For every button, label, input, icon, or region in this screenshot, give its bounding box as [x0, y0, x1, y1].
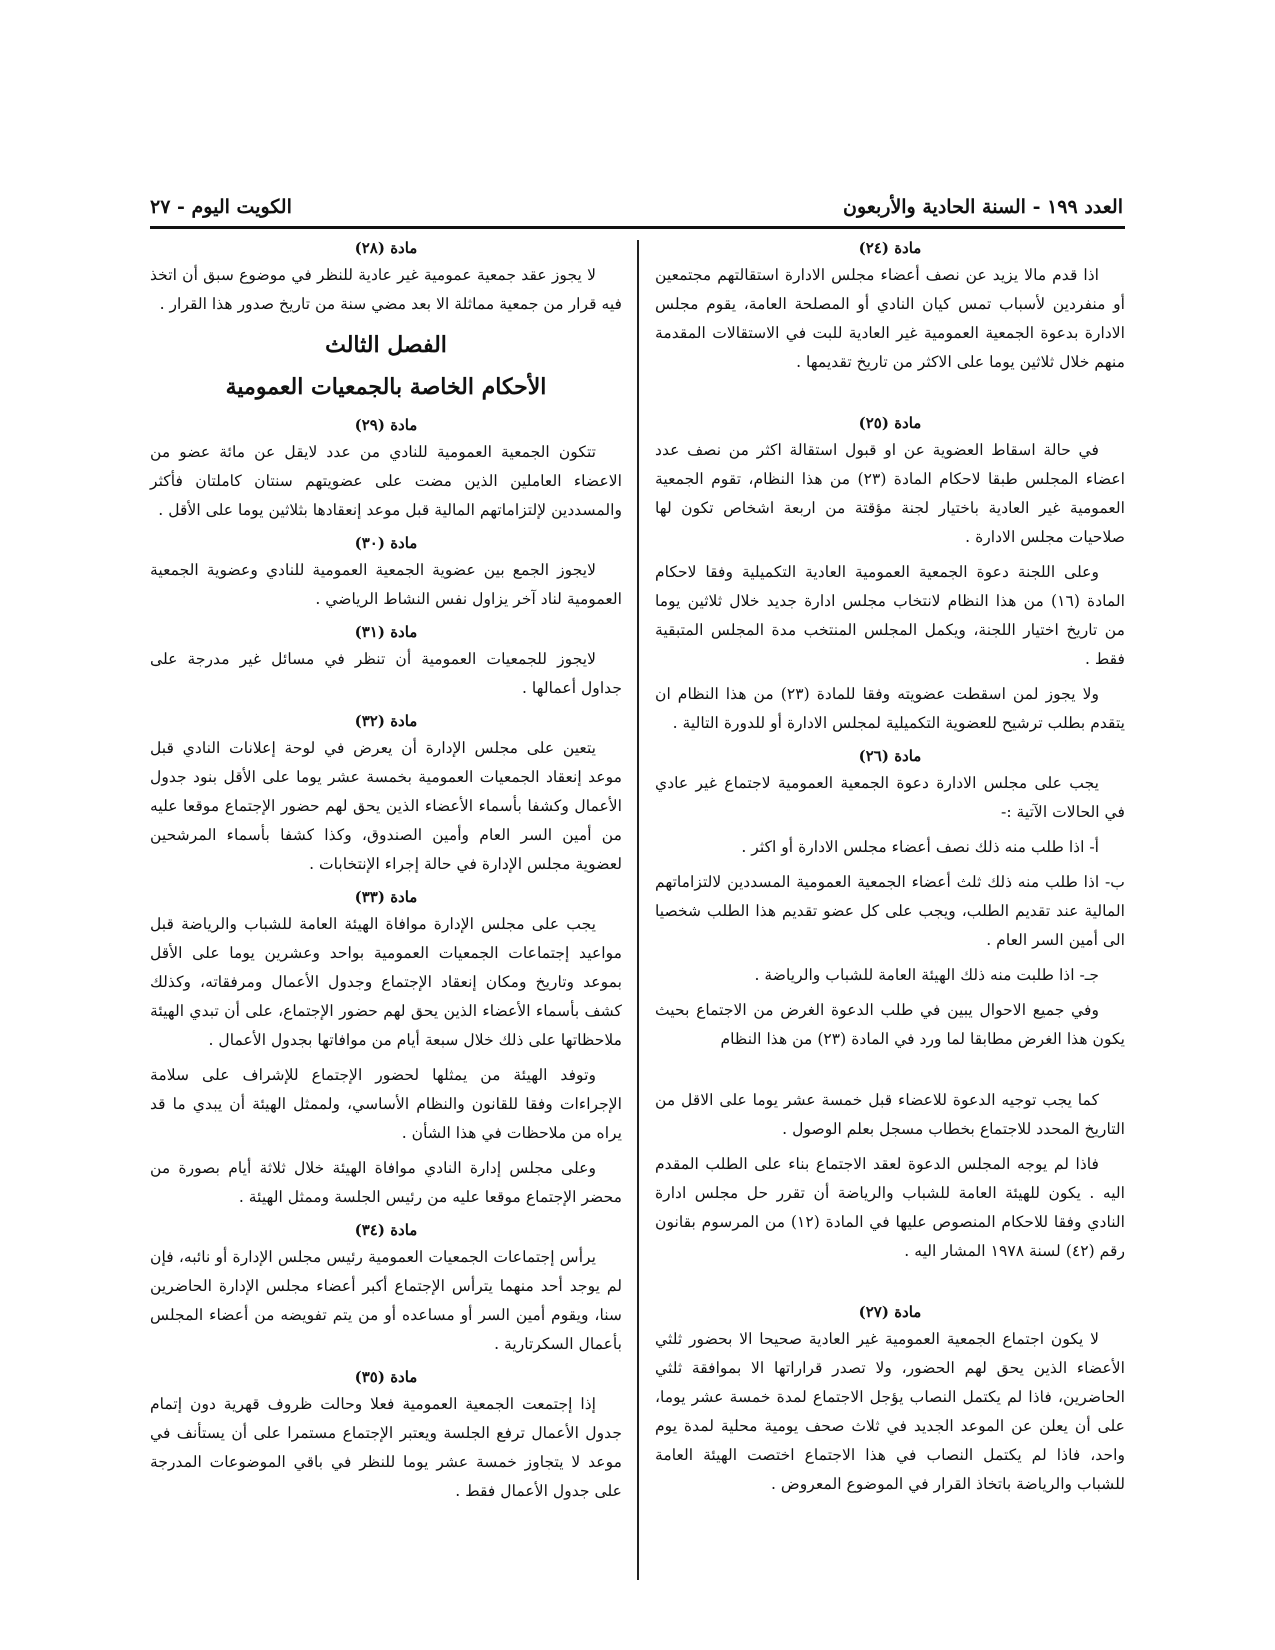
article-35-title: مادة (٣٥) [354, 1368, 418, 1386]
article-24-title: مادة (٢٤) [858, 239, 922, 257]
article-32-text: يتعين على مجلس الإدارة أن يعرض في لوحة إعلانات النادي قبل موعد إنعقاد الجمعيات العمومية بخمسة عشر يوما على الأقل بنود جدول الأعمال وكشفا بأسماء الأعضاء الذين يحق لهم حضور الإجتماع موقعا عليه من أمين السر العام وأمين الصندوق، وكذا كشفا بأسماء المرشحين لعضوية مجلس الإدارة في حالة إجراء الإنتخابات . [150, 739, 622, 873]
article-25-text-1: في حالة اسقاط العضوية عن او قبول استقالة اكثر من نصف عدد اعضاء المجلس طبقا لاحكام المادة (٢٣) من هذا النظام، تقوم الجمعية العمومية غير العادية باختيار لجنة مؤقتة من اربعة اشخاص تكون لها صلاحيات مجلس الادارة . [655, 441, 1125, 546]
right-column [655, 234, 1125, 1505]
chapter-title: الأحكام الخاصة بالجمعيات العمومية [225, 374, 547, 400]
article-30-title: مادة (٣٠) [354, 534, 418, 552]
article-28-text: لا يجوز عقد جمعية عمومية غير عادية للنظر في موضوع سبق أن اتخذ فيه قرار من جمعية مماثلة الا بعد مضي سنة من تاريخ صدور هذا القرار . [150, 266, 622, 313]
article-25-text-3: ولا يجوز لمن اسقطت عضويته وفقا للمادة (٢٣) من هذا النظام ان يتقدم بطلب ترشيح للعضوية التكميلية لمجلس الادارة أو للدورة التالية . [655, 685, 1125, 732]
article-26-text-4: فاذا لم يوجه المجلس الدعوة لعقد الاجتماع بناء على الطلب المقدم اليه . يكون للهيئة العامة للشباب والرياضة أن تقرر حل مجلس ادارة النادي وفقا للاحكام المنصوص عليها في المادة (١٢) من المرسوم بقانون رقم (٤٢) لسنة ١٩٧٨ المشار اليه . [655, 1155, 1125, 1260]
article-26-title: مادة (٢٦) [858, 747, 922, 765]
header-rule [150, 226, 1125, 229]
header-right: العدد ١٩٩ - السنة الحادية والأربعون [843, 196, 1123, 218]
article-33-text-1: يجب على مجلس الإدارة موافاة الهيئة العامة للشباب والرياضة قبل مواعيد إجتماعات الجمعيات العمومية بواحد وعشرين يوما على الأقل بموعد وتاريخ ومكان إنعقاد الإجتماع وجدول الأعمال ومرفقاته، وكذلك كشف بأسماء الأعضاء الذين يحق لهم حضور الإجتماع، على أن تبدي الهيئة ملاحظاتها على ذلك خلال سبعة أيام من موافاتها بجدول الأعمال . [150, 915, 622, 1049]
article-28-title: مادة (٢٨) [354, 239, 418, 257]
article-34-title: مادة (٣٤) [354, 1221, 418, 1239]
article-24-text: اذا قدم مالا يزيد عن نصف أعضاء مجلس الادارة استقالتهم مجتمعين أو منفردين لأسباب تمس كيان النادي أو المصلحة العامة، يقوم مجلس الادارة بدعوة الجمعية العمومية غير العادية للبت في الاستقالات المقدمة منهم خلال ثلاثين يوما على الاكثر من تاريخ تقديمها . [655, 266, 1125, 371]
article-26-item-b: ب- اذا طلب منه ذلك ثلث أعضاء الجمعية العمومية المسددين لالتزاماتهم المالية عند تقديم الطلب، ويجب على كل عضو تقديم هذا الطلب شخصيا الى أمين السر العام . [655, 873, 1125, 949]
chapter-heading: الفصل الثالث [325, 332, 447, 358]
article-31-title: مادة (٣١) [354, 623, 418, 641]
column-divider [637, 240, 639, 1580]
article-26-text-2: وفي جميع الاحوال يبين في طلب الدعوة الغرض من الاجتماع بحيث يكون هذا الغرض مطابقا لما ورد في المادة (٢٣) من هذا النظام [655, 1001, 1125, 1048]
left-column [150, 234, 622, 1512]
article-30-text: لايجوز الجمع بين عضوية الجمعية العمومية للنادي وعضوية الجمعية العمومية لناد آخر يزاول نفس النشاط الرياضي . [150, 561, 622, 608]
article-26-text-3: كما يجب توجيه الدعوة للاعضاء قبل خمسة عشر يوما على الاقل من التاريخ المحدد للاجتماع بخطاب مسجل بعلم الوصول . [655, 1091, 1125, 1138]
article-29-title: مادة (٢٩) [354, 416, 418, 434]
article-27-text: لا يكون اجتماع الجمعية العمومية غير العادية صحيحا الا بحضور ثلثي الأعضاء الذين يحق لهم الحضور، ولا تصدر قراراتها الا بموافقة ثلثي الحاضرين، فاذا لم يكتمل النصاب يؤجل الاجتماع لمدة خمسة عشر يوما، على أن يعلن عن الموعد الجديد في ثلاث صحف يومية محلية لمدة يوم واحد، فاذا لم يكتمل النصاب في هذا الاجتماع اختصت الهيئة العامة للشباب والرياضة باتخاذ القرار في الموضوع المعروض . [655, 1330, 1125, 1493]
article-25-title: مادة (٢٥) [858, 414, 922, 432]
article-26-text-1: يجب على مجلس الادارة دعوة الجمعية العمومية لاجتماع غير عادي في الحالات الآتية :- [655, 774, 1125, 821]
article-27-title: مادة (٢٧) [858, 1303, 922, 1321]
article-33-text-2: وتوفد الهيئة من يمثلها لحضور الإجتماع للإشراف على سلامة الإجراءات وفقا للقانون والنظام الأساسي، ولممثل الهيئة أن يبدي ما قد يراه من ملاحظات في هذا الشأن . [150, 1066, 622, 1142]
article-26-item-c: جـ- اذا طلبت منه ذلك الهيئة العامة للشباب والرياضة . [754, 966, 1099, 984]
article-33-title: مادة (٣٣) [354, 888, 418, 906]
article-26-item-a: أ- اذا طلب منه ذلك نصف أعضاء مجلس الادارة أو اكثر . [741, 838, 1099, 856]
article-34-text: يرأس إجتماعات الجمعيات العمومية رئيس مجلس الإدارة أو نائبه، فإن لم يوجد أحد منهما يترأس الإجتماع أكبر أعضاء مجلس الإدارة الحاضرين سنا، ويقوم أمين السر أو مساعده أو من يتم تفويضه من أعضاء المجلس بأعمال السكرتارية . [150, 1248, 622, 1353]
article-32-title: مادة (٣٢) [354, 712, 418, 730]
article-29-text: تتكون الجمعية العمومية للنادي من عدد لايقل عن مائة عضو من الاعضاء العاملين الذين مضت على عضويتهم سنتان كاملتان فأكثر والمسددين لإلتزاماتهم المالية قبل موعد إنعقادها بثلاثين يوما على الأقل . [150, 443, 622, 519]
article-33-text-3: وعلى مجلس إدارة النادي موافاة الهيئة خلال ثلاثة أيام بصورة من محضر الإجتماع موقعا عليه من رئيس الجلسة وممثل الهيئة . [150, 1159, 622, 1206]
article-25-text-2: وعلى اللجنة دعوة الجمعية العمومية العادية التكميلية وفقا لاحكام المادة (١٦) من هذا النظام لانتخاب مجلس ادارة جديد خلال ثلاثين يوما من تاريخ اختيار اللجنة، ويكمل المجلس المنتخب مدة المجلس المتبقية فقط . [655, 563, 1126, 668]
article-35-text: إذا إجتمعت الجمعية العمومية فعلا وحالت ظروف قهرية دون إتمام جدول الأعمال ترفع الجلسة ويعتبر الإجتماع مستمرا على أن يستأنف في موعد لا يتجاوز خمسة عشر يوما للنظر في باقي الموضوعات المدرجة على جدول الأعمال فقط . [150, 1395, 622, 1500]
article-31-text: لايجوز للجمعيات العمومية أن تنظر في مسائل غير مدرجة على جداول أعمالها . [150, 650, 622, 697]
header-left: الكويت اليوم - ٢٧ [150, 196, 292, 218]
